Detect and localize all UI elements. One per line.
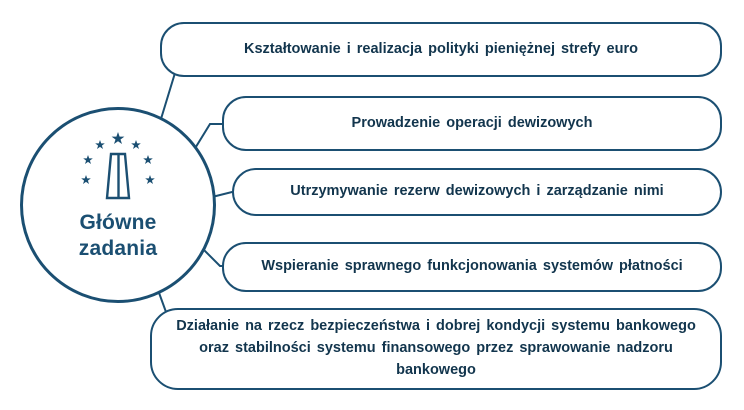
task-node-2[interactable]: [222, 96, 722, 151]
task-node-4[interactable]: [222, 242, 722, 292]
hub-title: [79, 210, 157, 261]
task-node-1-label: Kształtowanie i realizacja polityki pieniężnej strefy euro: [244, 40, 638, 57]
task-node-5-label: Działanie na rzecz bezpieczeństwa i dobrej kondycji systemu bankowego oraz stabilności systemu finansowego przez sprawowanie nadzoru bankowego: [176, 318, 696, 378]
hub-title-line-2: zadania: [78, 236, 158, 260]
euro-stars-building-icon: [75, 130, 161, 204]
hub-title-line-1: Główne: [79, 211, 157, 234]
task-node-3-label: Utrzymywanie rezerw dewizowych i zarządzanie nimi: [290, 183, 664, 200]
task-node-1[interactable]: [160, 22, 722, 77]
task-node-2-label: Prowadzenie operacji dewizowych: [351, 114, 593, 131]
task-node-5[interactable]: [150, 308, 722, 390]
task-node-3[interactable]: [232, 168, 722, 216]
central-hub: [20, 107, 216, 303]
task-node-4-label: Wspieranie sprawnego funkcjonowania systemów płatności: [261, 258, 683, 275]
